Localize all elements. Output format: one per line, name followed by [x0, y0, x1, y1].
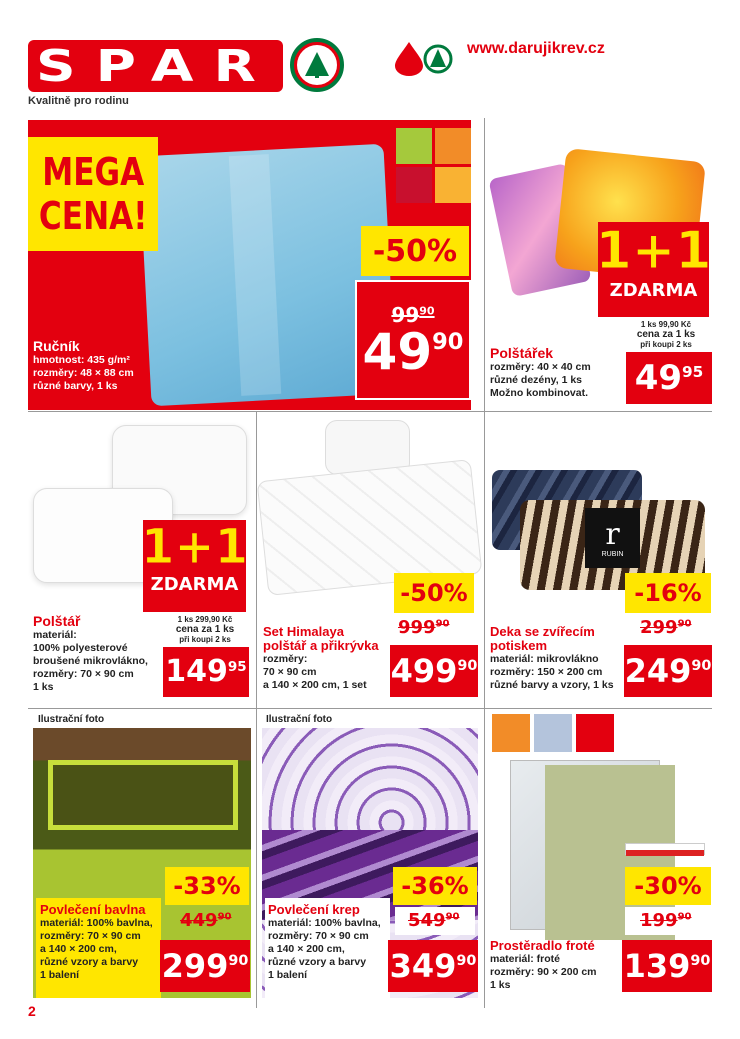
product-desc: rozměry: 150 × 200 cm	[490, 666, 603, 678]
discount-badge: -30%	[625, 867, 711, 905]
website-link[interactable]: www.darujikrev.cz	[467, 40, 605, 57]
product-desc: rozměry: 70 × 90 cm	[33, 668, 134, 680]
krep-info	[268, 902, 381, 982]
product-desc: 1 balení	[268, 969, 308, 981]
illustration-note: Ilustrační foto	[38, 714, 105, 725]
polstarek-info	[490, 345, 591, 400]
price-box: $99^{90}$ $49^{90}$	[355, 280, 471, 400]
price-box: $149^{95}$	[163, 647, 249, 697]
price-box: $299^{90}$	[160, 940, 250, 992]
color-swatch	[396, 167, 432, 203]
bedding-pillow	[48, 760, 238, 830]
product-desc: a 140 × 200 cm,	[268, 943, 345, 955]
product-desc: Možno kombinovat.	[490, 387, 588, 399]
product-title: Povlečení krep	[268, 902, 360, 917]
color-swatch	[435, 128, 471, 164]
color-swatch	[576, 714, 614, 752]
discount-badge: -33%	[165, 867, 249, 905]
product-desc: 70 × 90 cm	[263, 666, 317, 678]
price-box: $139^{90}$	[622, 940, 712, 992]
promo-1plus1: 1+1 ZDARMA	[598, 222, 709, 317]
old-price: $549^{90}$	[408, 910, 460, 931]
color-swatch	[534, 714, 572, 752]
made-in-cz-label	[625, 843, 705, 855]
product-title: Deka se zvířecím	[490, 624, 595, 639]
blood-donation-logo	[393, 40, 455, 81]
product-desc: materiál: froté	[490, 953, 561, 965]
old-price: $199^{90}$	[640, 910, 692, 931]
mega-cena-badge: MEGA CENA!	[28, 137, 158, 251]
product-desc: rozměry: 70 × 90 cm	[40, 930, 141, 942]
color-swatch	[492, 714, 530, 752]
product-desc: broušené mikrovlákno,	[33, 655, 148, 667]
product-title: Set Himalaya	[263, 624, 344, 639]
price-box: $499^{90}$	[390, 645, 478, 697]
product-title: Polštář	[33, 613, 81, 629]
discount-badge: -50%	[394, 573, 474, 613]
product-title: potiskem	[490, 638, 548, 653]
bavlna-info	[40, 902, 153, 982]
product-desc: materiál: 100% bavlna,	[268, 917, 381, 929]
product-desc: a 140 × 200 cm, 1 set	[263, 679, 367, 691]
product-title: polštář a přikrývka	[263, 638, 379, 653]
product-title: Polštářek	[490, 345, 554, 361]
old-price: $999^{90}$	[398, 617, 450, 638]
product-desc: 100% polyesterové	[33, 642, 128, 654]
discount-badge: -50%	[361, 226, 469, 276]
price-box: $49^{95}$	[626, 352, 712, 404]
product-desc: rozměry: 90 × 200 cm	[490, 966, 597, 978]
product-desc: různé barvy, 1 ks	[33, 380, 118, 392]
grid-divider	[28, 411, 712, 412]
price-box: $349^{90}$	[388, 940, 478, 992]
promo-1plus1: 1+1 ZDARMA	[143, 520, 246, 612]
price-note: 1 ks 299,90 Kč cena za 1 ks při koupi 2 ks	[175, 615, 235, 644]
illustration-note: Ilustrační foto	[266, 714, 333, 725]
product-desc: rozměry:	[263, 653, 308, 665]
product-title: Ručník	[33, 338, 80, 354]
grid-divider	[28, 708, 712, 709]
himalaya-info	[263, 625, 379, 692]
product-desc: hmotnost: 435 g/m²	[33, 354, 130, 366]
discount-badge: -36%	[393, 867, 477, 905]
page-number: 2	[28, 1003, 36, 1019]
product-desc: materiál: mikrovlákno	[490, 653, 599, 665]
product-title: Prostěradlo froté	[490, 938, 595, 953]
product-desc: 1 balení	[40, 969, 80, 981]
product-title: Povlečení bavlna	[40, 902, 146, 917]
rucnik-info	[33, 338, 134, 393]
blanket-label: r RUBIN	[585, 508, 640, 568]
product-desc: různé barvy a vzory, 1 ks	[490, 679, 614, 691]
prosteradlo-info	[490, 938, 597, 992]
product-desc: a 140 × 200 cm,	[40, 943, 117, 955]
discount-badge: -16%	[625, 573, 711, 613]
tagline: Kvalitně pro rodinu	[28, 95, 129, 107]
grid-divider	[484, 118, 485, 1008]
polstar-info	[33, 613, 148, 694]
product-desc: 1 ks	[33, 681, 54, 693]
color-swatch	[435, 167, 471, 203]
product-desc: rozměry: 70 × 90 cm	[268, 930, 369, 942]
product-desc: různé dezény, 1 ks	[490, 374, 583, 386]
spar-tree-icon	[290, 38, 344, 92]
price-box: $249^{90}$	[624, 645, 712, 697]
deka-info	[490, 625, 614, 692]
product-desc: rozměry: 40 × 40 cm	[490, 361, 591, 373]
spar-logo: SPAR	[28, 40, 283, 92]
product-desc: materiál: 100% bavlna,	[40, 917, 153, 929]
product-desc: různé vzory a barvy	[40, 956, 139, 968]
product-desc: různé vzory a barvy	[268, 956, 367, 968]
product-desc: materiál:	[33, 629, 77, 641]
color-swatch	[396, 128, 432, 164]
grid-divider	[256, 412, 257, 1008]
price-note: 1 ks 99,90 Kč cena za 1 ks při koupi 2 ks	[636, 320, 696, 349]
product-desc: rozměry: 48 × 88 cm	[33, 367, 134, 379]
old-price: $299^{90}$	[640, 617, 692, 638]
product-desc: 1 ks	[490, 979, 511, 991]
old-price: $449^{90}$	[180, 910, 232, 931]
